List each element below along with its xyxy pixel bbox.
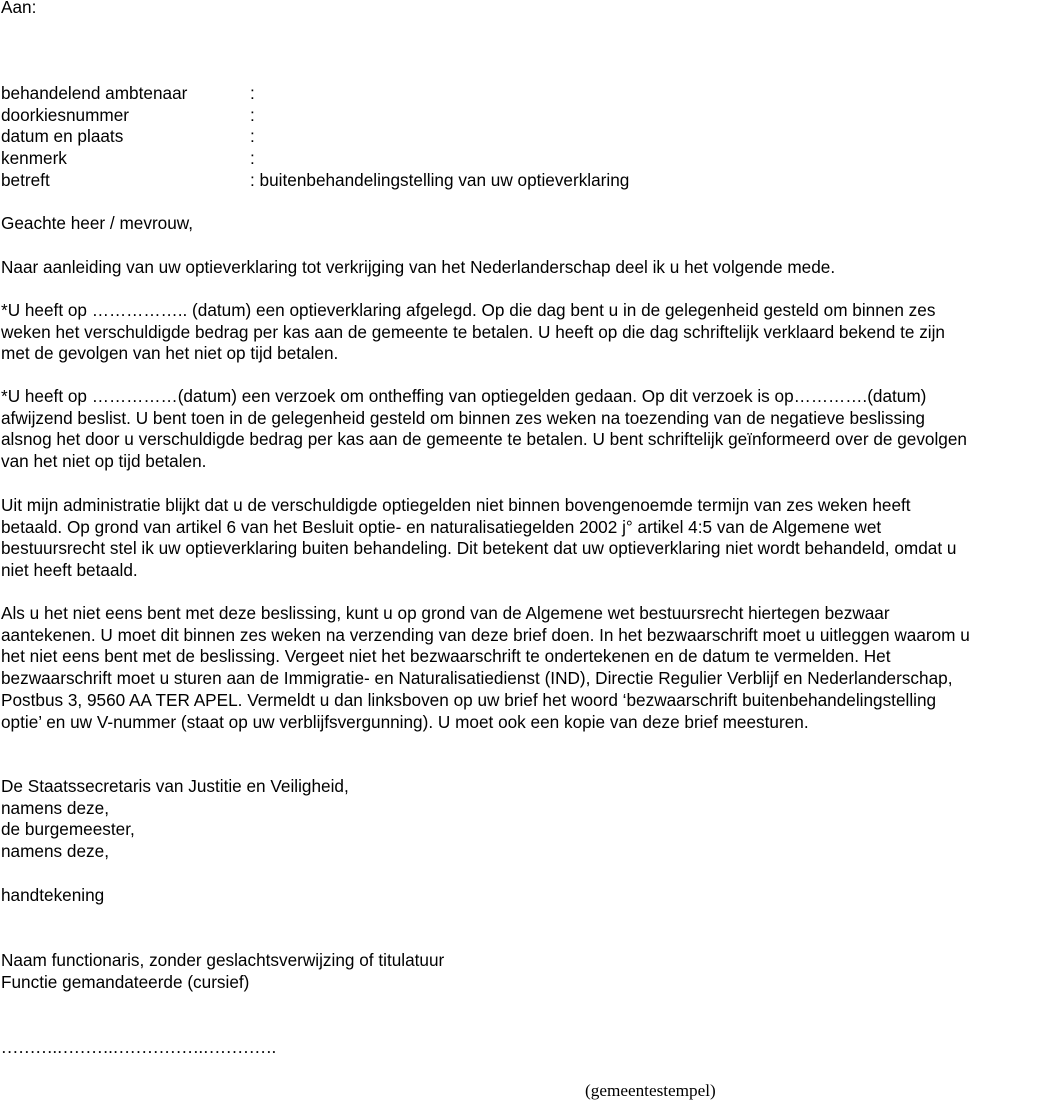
paragraph-line: afwijzend beslist. U bent toen in de gelegenheid gesteld om binnen zes weken na toezending van de negatieve beslissing [1,407,925,428]
paragraph-line: met de gevolgen van het niet op tijd betalen. [1,343,339,364]
closing-line: namens deze, [1,841,109,862]
signature-label: handtekening [1,885,105,905]
meta-label: betreft [1,170,50,190]
meta-label: doorkiesnummer [1,105,129,125]
paragraph-line: Uit mijn administratie blijkt dat u de verschuldigde optiegelden niet binnen bovengenoemde termijn van zes weken heeft [1,495,911,515]
meta-label: datum en plaats [1,126,124,146]
paragraph-line: bezwaarschrift moet u sturen aan de Immigratie- en Naturalisatiedienst (IND), Directie Regulier Verblijf en Nederlanderschap, [1,668,953,689]
paragraph-line: optie’ en uw V-nummer (staat op uw verblijfsvergunning). U moet ook een kopie van deze brief meesturen. [1,711,809,732]
addressee-label: Aan: [1,0,37,17]
paragraph-line: niet heeft betaald. [1,560,138,581]
meta-value: : buitenbehandelingstelling van uw optieverklaring [250,170,630,190]
paragraph-option-declaration [1,300,1063,365]
paragraph-line: betaald. Op grond van artikel 6 van het Besluit optie- en naturalisatiegelden 2002 j° artikel 4:5 van de Algemene wet [1,516,882,537]
salutation: Geachte heer / mevrouw, [1,213,194,233]
closing-line: namens deze, [1,797,109,818]
meta-value: : [250,105,255,125]
paragraph-line: *U heeft op …………….. (datum) een optieverklaring afgelegd. Op die dag bent u in de gelegenheid gesteld om binnen zes [1,300,936,320]
municipal-stamp-label: (gemeentestempel) [585,1081,716,1100]
official-name: Naam functionaris, zonder geslachtsverwijzing of titulatuur [1,950,445,970]
meta-value: : [250,148,255,168]
closing-block [1,776,1063,863]
paragraph-line: aantekenen. U moet dit binnen zes weken na verzending van deze brief doen. In het bezwaarschrift moet u uitleggen waarom u [1,624,970,645]
paragraph-exemption-request [1,386,1063,473]
paragraph-line: Als u het niet eens bent met deze beslissing, kunt u op grond van de Algemene wet bestuursrecht hiertegen bezwaar [1,603,890,623]
official-function: Functie gemandateerde (cursief) [1,971,250,992]
signature-line: ……….……….…………….…………. [1,1038,276,1057]
intro-paragraph: Naar aanleiding van uw optieverklaring tot verkrijging van het Nederlanderschap deel ik u het volgende mede. [1,257,836,277]
meta-label: behandelend ambtenaar [1,83,188,103]
paragraph-line: *U heeft op ……………(datum) een verzoek om ontheffing van optiegelden gedaan. Op dit verzoek is op………….(datum) [1,386,927,406]
paragraph-line: Postbus 3, 9560 AA TER APEL. Vermeldt u dan linksboven op uw brief het woord ‘bezwaarschrift buitenbehandelingstelling [1,689,937,710]
closing-line: De Staatssecretaris van Justitie en Veiligheid, [1,776,349,796]
closing-line: de burgemeester, [1,819,135,840]
paragraph-line: het niet eens bent met de beslissing. Vergeet niet het bezwaarschrift te ondertekenen en de datum te vermelden. Het [1,646,891,667]
paragraph-objection [1,603,1063,733]
paragraph-line: van het niet op tijd betalen. [1,451,207,472]
paragraph-line: bestuursrecht stel ik uw optieverklaring buiten behandeling. Dit betekent dat uw optieverklaring niet wordt behandeld, omdat u [1,538,957,559]
meta-value: : [250,83,255,103]
meta-value: : [250,126,255,146]
meta-label: kenmerk [1,148,67,168]
official-block [1,950,1063,993]
paragraph-line: alsnog het door u verschuldigde bedrag per kas aan de gemeente te betalen. U bent schriftelijk geïnformeerd over de gevolgen [1,429,967,450]
paragraph-line: weken het verschuldigde bedrag per kas aan de gemeente te betalen. U heeft op die dag schriftelijk verklaard bekend te zijn [1,321,945,342]
paragraph-decision [1,495,1063,582]
